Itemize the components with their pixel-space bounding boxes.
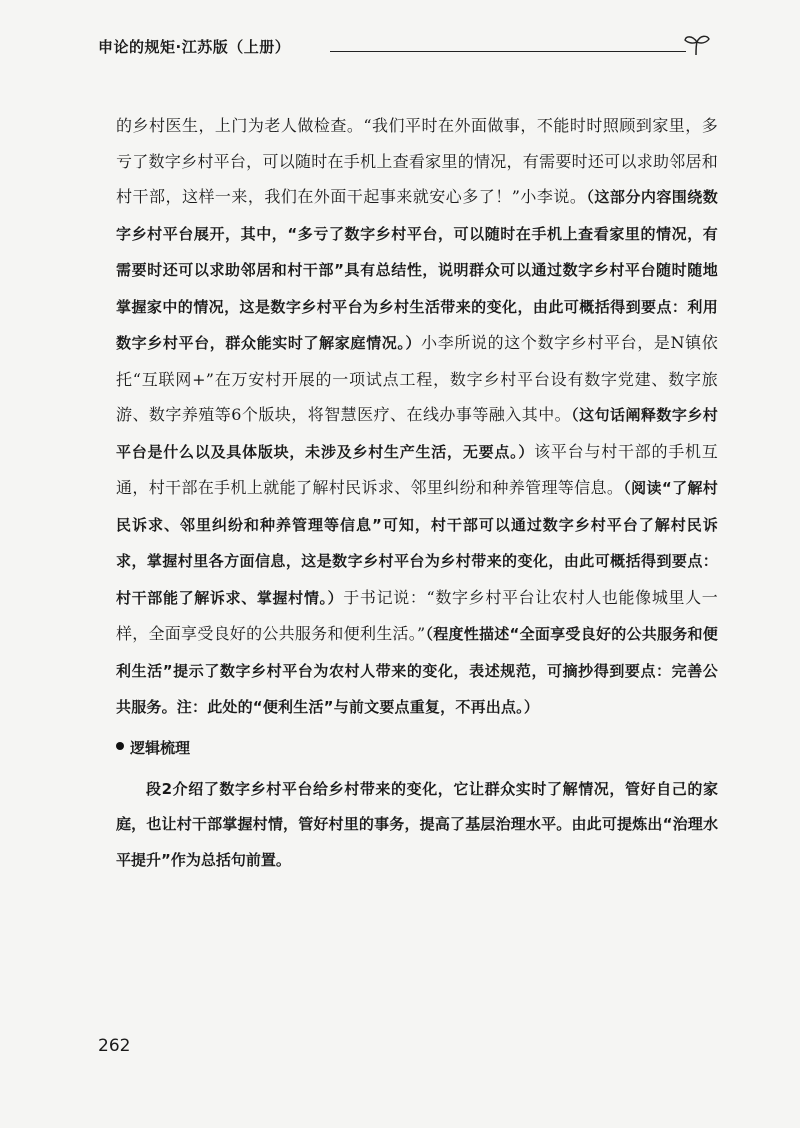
analysis-note: （这部分内容围绕数字乡村平台展开，其中，“多亏了数字乡村平台，可以随时在手机上查看家里的情况，有需要时还可以求助邻居和村干部”具有总结性，说明群众可以通过数字乡村平台随时随地掌握家中的情况，这是数字乡村平台为乡村生活带来的变化，由此可概括得到要点：利用数字乡村平台，群众能实时了解家庭情况。） — [116, 188, 718, 352]
body-paragraph — [116, 108, 718, 726]
section-heading-text: 逻辑梳理 — [130, 738, 191, 757]
body-text: 的乡村医生，上门为老人做检查。“我们平时在外面做事，不能时时照顾到家里，多亏了数字乡村平台，可以随时在手机上查看家里的情况，有需要时还可以求助邻居和村干部，这样一来，我们在外面干起事来就安心多了！”小李说。 — [116, 116, 718, 206]
running-header-title: 申论的规矩·江苏版（上册） — [98, 38, 291, 56]
running-header — [98, 34, 710, 58]
body-text: 于书记说：“数字乡村平台让农村人也能像城里人一样，全面享受良好的公共服务和便利生活。” — [116, 587, 718, 643]
page-body — [116, 108, 718, 878]
page-number: 262 — [98, 1036, 131, 1056]
analysis-note: （这句话阐释数字乡村平台是什么以及具体版块，未涉及乡村生产生活，无要点。） — [116, 406, 718, 461]
section-heading — [116, 732, 718, 764]
summary-paragraph: 段2介绍了数字乡村平台给乡村带来的变化，它让群众实时了解情况，管好自己的家庭，也让村干部掌握村情，管好村里的事务，提高了基层治理水平。由此可提炼出“治理水平提升”作为总括句前置。 — [116, 779, 718, 869]
analysis-note: （阅读“了解村民诉求、邻里纠纷和种养管理等信息”可知，村干部可以通过数字乡村平台了解村民诉求，掌握村里各方面信息，这是数字乡村平台为乡村带来的变化，由此可概括得到要点：村干部能了解诉求、掌握村情。） — [116, 479, 719, 607]
body-text: 该平台与村干部的手机互通，村干部在手机上就能了解村民诉求、邻里纠纷和种养管理等信息。 — [116, 441, 719, 497]
bullet-dot-icon — [116, 742, 124, 750]
header-rule — [330, 51, 686, 52]
analysis-note: （程度性描述“全面享受良好的公共服务和便利生活”提示了数字乡村平台为农村人带来的变化，表述规范，可摘抄得到要点：完善公共服务。注：此处的“便利生活”与前文要点重复，不再出点。） — [116, 625, 718, 716]
sprout-icon — [684, 34, 710, 56]
body-text: 小李所说的这个数字乡村平台，是N镇依托“互联网+”在万安村开展的一项试点工程，数字乡村平台设有数字党建、数字旅游、数字养殖等6个版块，将智慧医疗、在线办事等融入其中。 — [116, 333, 718, 424]
